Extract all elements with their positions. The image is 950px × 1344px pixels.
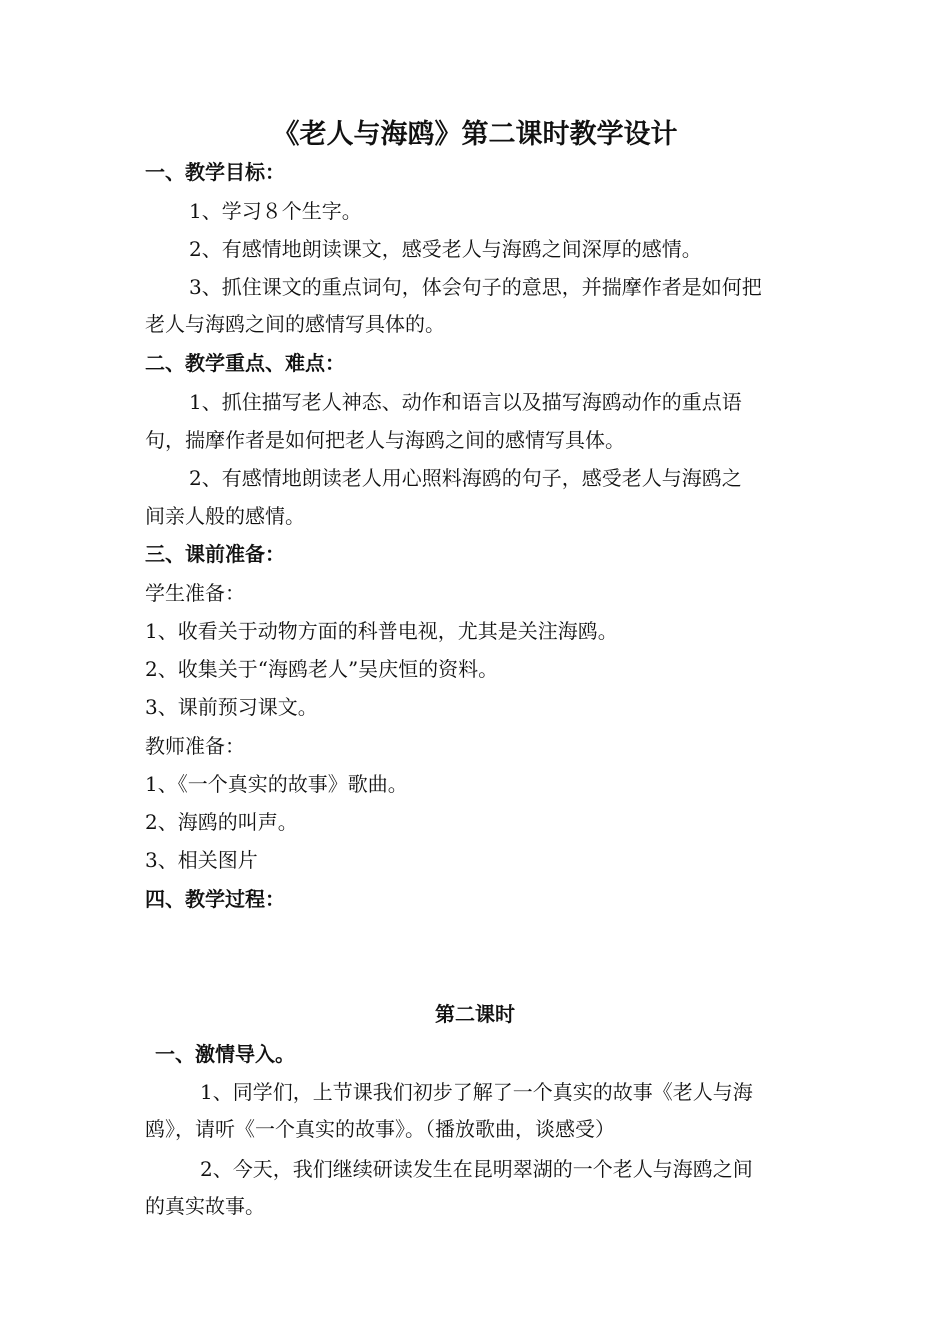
teacher-prep-item: 2、海鸥的叫声。 [145,810,298,834]
intro-line: 1、同学们，上节课我们初步了解了一个真实的故事《老人与海 [200,1080,753,1104]
section-heading-preparation: 三、课前准备： [145,542,285,566]
section-heading-key-points: 二、教学重点、难点： [145,351,345,375]
document-title: 《老人与海鸥》第二课时教学设计 [272,119,678,150]
objective-item-continued: 老人与海鸥之间的感情写具体的。 [145,312,445,336]
student-prep-label: 学生准备： [145,581,245,605]
key-point-line: 2、有感情地朗读老人用心照料海鸥的句子，感受老人与海鸥之 [189,466,742,490]
objective-item: 2、有感情地朗读课文，感受老人与海鸥之间深厚的感情。 [189,237,702,261]
key-point-line: 1、抓住描写老人神态、动作和语言以及描写海鸥动作的重点语 [189,390,742,414]
student-prep-item: 1、收看关于动物方面的科普电视，尤其是关注海鸥。 [145,619,618,643]
student-prep-item: 2、收集关于“海鸥老人”吴庆恒的资料。 [145,657,499,681]
student-prep-item: 3、课前预习课文。 [145,695,318,719]
intro-line: 2、今天，我们继续研读发生在昆明翠湖的一个老人与海鸥之间 [200,1157,753,1181]
lesson-title: 第二课时 [435,1002,515,1026]
teacher-prep-label: 教师准备： [145,734,245,758]
intro-line: 的真实故事。 [145,1194,265,1218]
key-point-line: 句，揣摩作者是如何把老人与海鸥之间的感情写具体。 [145,428,625,452]
intro-line: 鸥》，请听《一个真实的故事》。（播放歌曲，谈感受） [145,1117,615,1141]
objective-item: 1、学习８个生字。 [189,199,362,223]
objective-item: 3、抓住课文的重点词句，体会句子的意思，并揣摩作者是如何把 [189,275,762,299]
section-heading-process: 四、教学过程： [145,887,285,911]
lesson-heading-intro: 一、激情导入。 [155,1042,295,1066]
section-heading-objectives: 一、教学目标： [145,160,285,184]
teacher-prep-item: 1、《一个真实的故事》歌曲。 [145,772,408,796]
key-point-line: 间亲人般的感情。 [145,504,305,528]
teacher-prep-item: 3、相关图片 [145,848,258,872]
